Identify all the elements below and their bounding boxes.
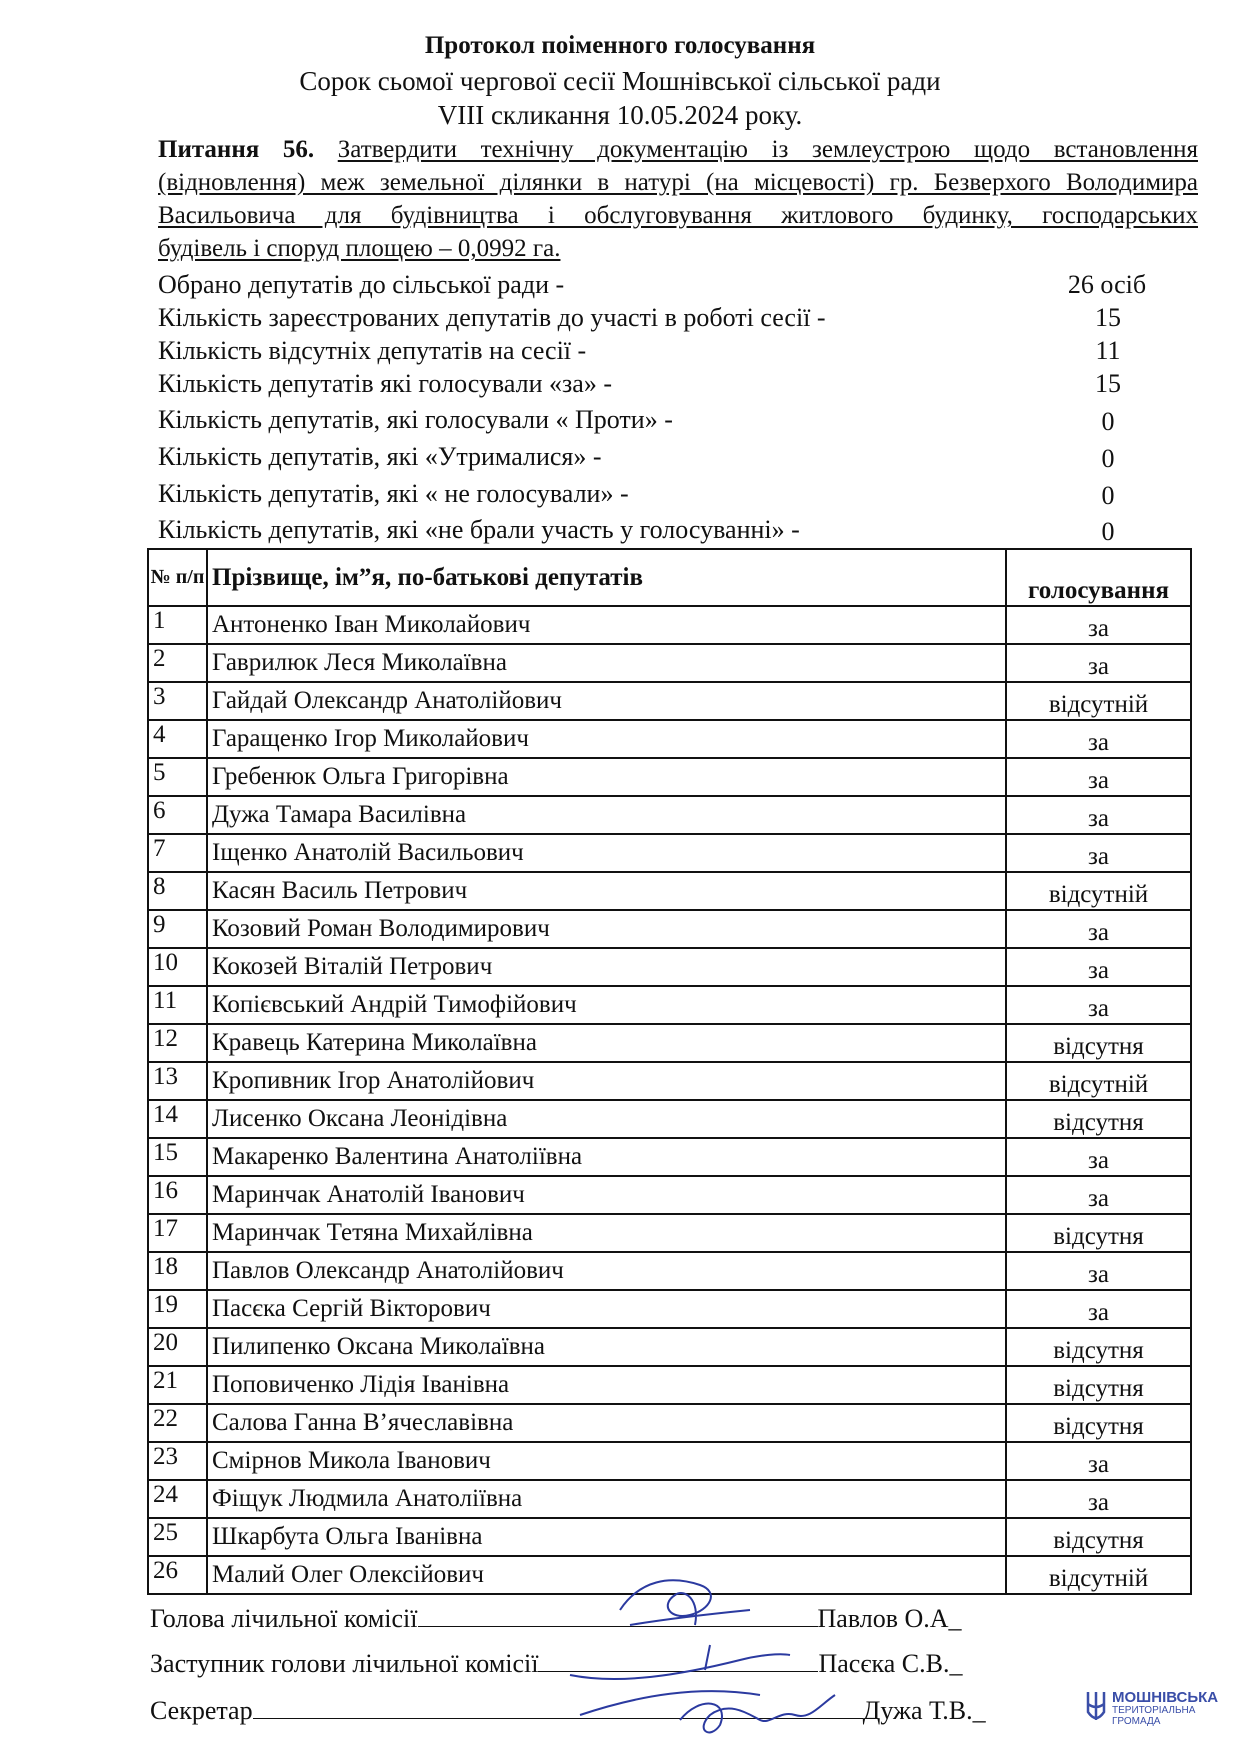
table-row: [148, 948, 1191, 986]
vote-result: відсутня: [1006, 1518, 1191, 1556]
signature-role: Голова лічильної комісії: [150, 1604, 418, 1633]
table-row: [148, 644, 1191, 682]
deputy-name: Маринчак Тетяна Михайлівна: [207, 1214, 1006, 1252]
deputy-name: Касян Василь Петрович: [207, 872, 1006, 910]
row-number: 26: [148, 1556, 207, 1594]
vote-result: за: [1006, 910, 1191, 948]
table-row: [148, 1328, 1191, 1366]
table-row: [148, 758, 1191, 796]
logo-line-1: МОШНІВСЬКА: [1112, 1689, 1219, 1706]
deputy-name: Антоненко Іван Миколайович: [207, 606, 1006, 644]
document-title: Протокол поіменного голосування: [424, 32, 816, 59]
deputy-name: Малий Олег Олексійович: [207, 1556, 1006, 1594]
table-row: [148, 682, 1191, 720]
signature-role: Заступник голови лічильної комісії: [150, 1649, 539, 1678]
vote-result: відсутня: [1006, 1024, 1191, 1062]
stat-label: Кількість депутатів які голосували «за» -: [158, 369, 612, 398]
signature-role: Секретар: [150, 1696, 253, 1725]
vote-result: за: [1006, 606, 1191, 644]
table-row: [148, 606, 1191, 644]
row-number: 21: [148, 1366, 207, 1404]
vote-result: відсутній: [1006, 682, 1191, 720]
deputy-name: Гаращенко Ігор Миколайович: [207, 720, 1006, 758]
question-label: Питання 56.: [158, 136, 315, 163]
question-line-2: (відновлення) меж земельної ділянки в натурі (на місцевості) гр. Безверхого Володимира: [158, 169, 1198, 196]
vote-result: відсутній: [1006, 1062, 1191, 1100]
row-number: 4: [148, 720, 207, 758]
deputy-name: Козовий Роман Володимирович: [207, 910, 1006, 948]
row-number: 7: [148, 834, 207, 872]
deputy-name: Копієвський Андрій Тимофійович: [207, 986, 1006, 1024]
row-number: 6: [148, 796, 207, 834]
vote-result: відсутній: [1006, 872, 1191, 910]
signature-name: Пасєка С.В._: [818, 1649, 963, 1678]
deputy-name: Павлов Олександр Анатолійович: [207, 1252, 1006, 1290]
table-row: [148, 986, 1191, 1024]
row-number: 14: [148, 1100, 207, 1138]
vote-result: відсутня: [1006, 1214, 1191, 1252]
table-row: [148, 872, 1191, 910]
table-row: [148, 834, 1191, 872]
vote-result: за: [1006, 1176, 1191, 1214]
signature-name: Павлов О.А_: [817, 1604, 962, 1633]
row-number: 9: [148, 910, 207, 948]
deputy-name: Кравець Катерина Миколаївна: [207, 1024, 1006, 1062]
row-number: 22: [148, 1404, 207, 1442]
row-number: 11: [148, 986, 207, 1024]
deputy-name: Дужа Тамара Василівна: [207, 796, 1006, 834]
table-body: [148, 606, 1191, 1594]
vote-result: за: [1006, 1290, 1191, 1328]
stat-value: 11: [1095, 336, 1121, 365]
stat-label: Обрано депутатів до сільської ради -: [158, 270, 565, 299]
stat-value: 26 осіб: [1067, 270, 1147, 299]
handwritten-signature-2: [560, 1625, 860, 1745]
deputy-name: Гаврилюк Леся Миколаївна: [207, 644, 1006, 682]
question-line-3: Васильовича для будівництва і обслуговування житлового будинку, господарських: [158, 202, 1198, 229]
header-vote: голосування: [1006, 549, 1191, 606]
vote-result: за: [1006, 1252, 1191, 1290]
row-number: 15: [148, 1138, 207, 1176]
vote-result: відсутня: [1006, 1328, 1191, 1366]
row-number: 5: [148, 758, 207, 796]
deputy-name: Маринчак Анатолій Іванович: [207, 1176, 1006, 1214]
stat-label: Кількість депутатів, які « не голосували» -: [158, 479, 629, 508]
row-number: 10: [148, 948, 207, 986]
row-number: 17: [148, 1214, 207, 1252]
deputy-name: Іщенко Анатолій Васильович: [207, 834, 1006, 872]
vote-result: за: [1006, 1480, 1191, 1518]
row-number: 23: [148, 1442, 207, 1480]
deputy-name: Поповиченко Лідія Іванівна: [207, 1366, 1006, 1404]
deputy-name: Лисенко Оксана Леонідівна: [207, 1100, 1006, 1138]
question-line-1: Затвердити технічну документацію із землеустрою щодо встановлення: [337, 136, 1198, 163]
table-row: [148, 1062, 1191, 1100]
table-row: [148, 1518, 1191, 1556]
stat-value: 15: [1095, 303, 1121, 332]
table-row: [148, 1024, 1191, 1062]
table-row: [148, 1290, 1191, 1328]
deputy-name: Гребенюк Ольга Григорівна: [207, 758, 1006, 796]
stat-value: 0: [1101, 481, 1115, 510]
vote-result: за: [1006, 644, 1191, 682]
table-row: [148, 1214, 1191, 1252]
deputy-name: Пилипенко Оксана Миколаївна: [207, 1328, 1006, 1366]
table-row: [148, 720, 1191, 758]
vote-result: відсутня: [1006, 1100, 1191, 1138]
row-number: 20: [148, 1328, 207, 1366]
stat-value: 0: [1101, 407, 1115, 436]
deputy-name: Шкарбута Ольга Іванівна: [207, 1518, 1006, 1556]
row-number: 8: [148, 872, 207, 910]
header-number: № п/п: [148, 549, 207, 606]
convocation-date: VIII скликання 10.05.2024 року.: [437, 100, 803, 130]
table-row: [148, 1442, 1191, 1480]
vote-result: відсутня: [1006, 1404, 1191, 1442]
stat-label: Кількість депутатів, які «Утрималися» -: [158, 442, 602, 471]
vote-result: за: [1006, 758, 1191, 796]
row-number: 16: [148, 1176, 207, 1214]
table-row: [148, 1138, 1191, 1176]
deputy-name: Гайдай Олександр Анатолійович: [207, 682, 1006, 720]
stat-value: 0: [1101, 444, 1115, 473]
row-number: 18: [148, 1252, 207, 1290]
logo-line-3: ГРОМАДА: [1112, 1716, 1161, 1727]
trident-icon: [1085, 1690, 1107, 1724]
stat-label: Кількість зареєстрованих депутатів до участі в роботі сесії -: [158, 303, 826, 332]
table-row: [148, 796, 1191, 834]
row-number: 12: [148, 1024, 207, 1062]
deputy-name: Смірнов Микола Іванович: [207, 1442, 1006, 1480]
question-line-4: будівель і споруд площею – 0,0992 га.: [158, 235, 561, 262]
row-number: 3: [148, 682, 207, 720]
deputy-name: Макаренко Валентина Анатоліївна: [207, 1138, 1006, 1176]
question-text: [158, 133, 1198, 265]
vote-result: за: [1006, 796, 1191, 834]
deputy-name: Пасєка Сергій Вікторович: [207, 1290, 1006, 1328]
row-number: 1: [148, 606, 207, 644]
row-number: 19: [148, 1290, 207, 1328]
deputy-name: Кокозей Віталій Петрович: [207, 948, 1006, 986]
table-row: [148, 1480, 1191, 1518]
deputy-name: Фіщук Людмила Анатоліївна: [207, 1480, 1006, 1518]
vote-result: за: [1006, 1442, 1191, 1480]
stat-label: Кількість відсутніх депутатів на сесії -: [158, 336, 587, 365]
vote-result: відсутній: [1006, 1556, 1191, 1594]
table-row: [148, 1366, 1191, 1404]
stat-value: 0: [1101, 517, 1115, 546]
vote-result: за: [1006, 834, 1191, 872]
roll-call-table: [147, 548, 1192, 1595]
table-row: [148, 1252, 1191, 1290]
vote-result: відсутня: [1006, 1366, 1191, 1404]
row-number: 2: [148, 644, 207, 682]
vote-result: за: [1006, 948, 1191, 986]
table-row: [148, 1404, 1191, 1442]
table-row: [148, 910, 1191, 948]
table-row: [148, 1100, 1191, 1138]
row-number: 25: [148, 1518, 207, 1556]
row-number: 13: [148, 1062, 207, 1100]
stat-label: Кількість депутатів, які «не брали участь у голосуванні» -: [158, 515, 800, 544]
session-subtitle: Сорок сьомої чергової сесії Мошнівської сільської ради: [299, 66, 941, 96]
table-row: [148, 1176, 1191, 1214]
row-number: 24: [148, 1480, 207, 1518]
vote-result: за: [1006, 1138, 1191, 1176]
deputy-name: Салова Ганна В’ячеславівна: [207, 1404, 1006, 1442]
table-header-row: [148, 549, 1191, 606]
logo-line-2: ТЕРИТОРІАЛЬНА: [1112, 1705, 1196, 1716]
deputy-name: Кропивник Ігор Анатолійович: [207, 1062, 1006, 1100]
vote-result: за: [1006, 720, 1191, 758]
header-name: Прізвище, ім”я, по-батькові депутатів: [207, 549, 1006, 606]
vote-result: за: [1006, 986, 1191, 1024]
stat-label: Кількість депутатів, які голосували « Проти» -: [158, 405, 673, 434]
signature-name: Дужа Т.В._: [862, 1696, 986, 1725]
stat-value: 15: [1095, 369, 1121, 398]
